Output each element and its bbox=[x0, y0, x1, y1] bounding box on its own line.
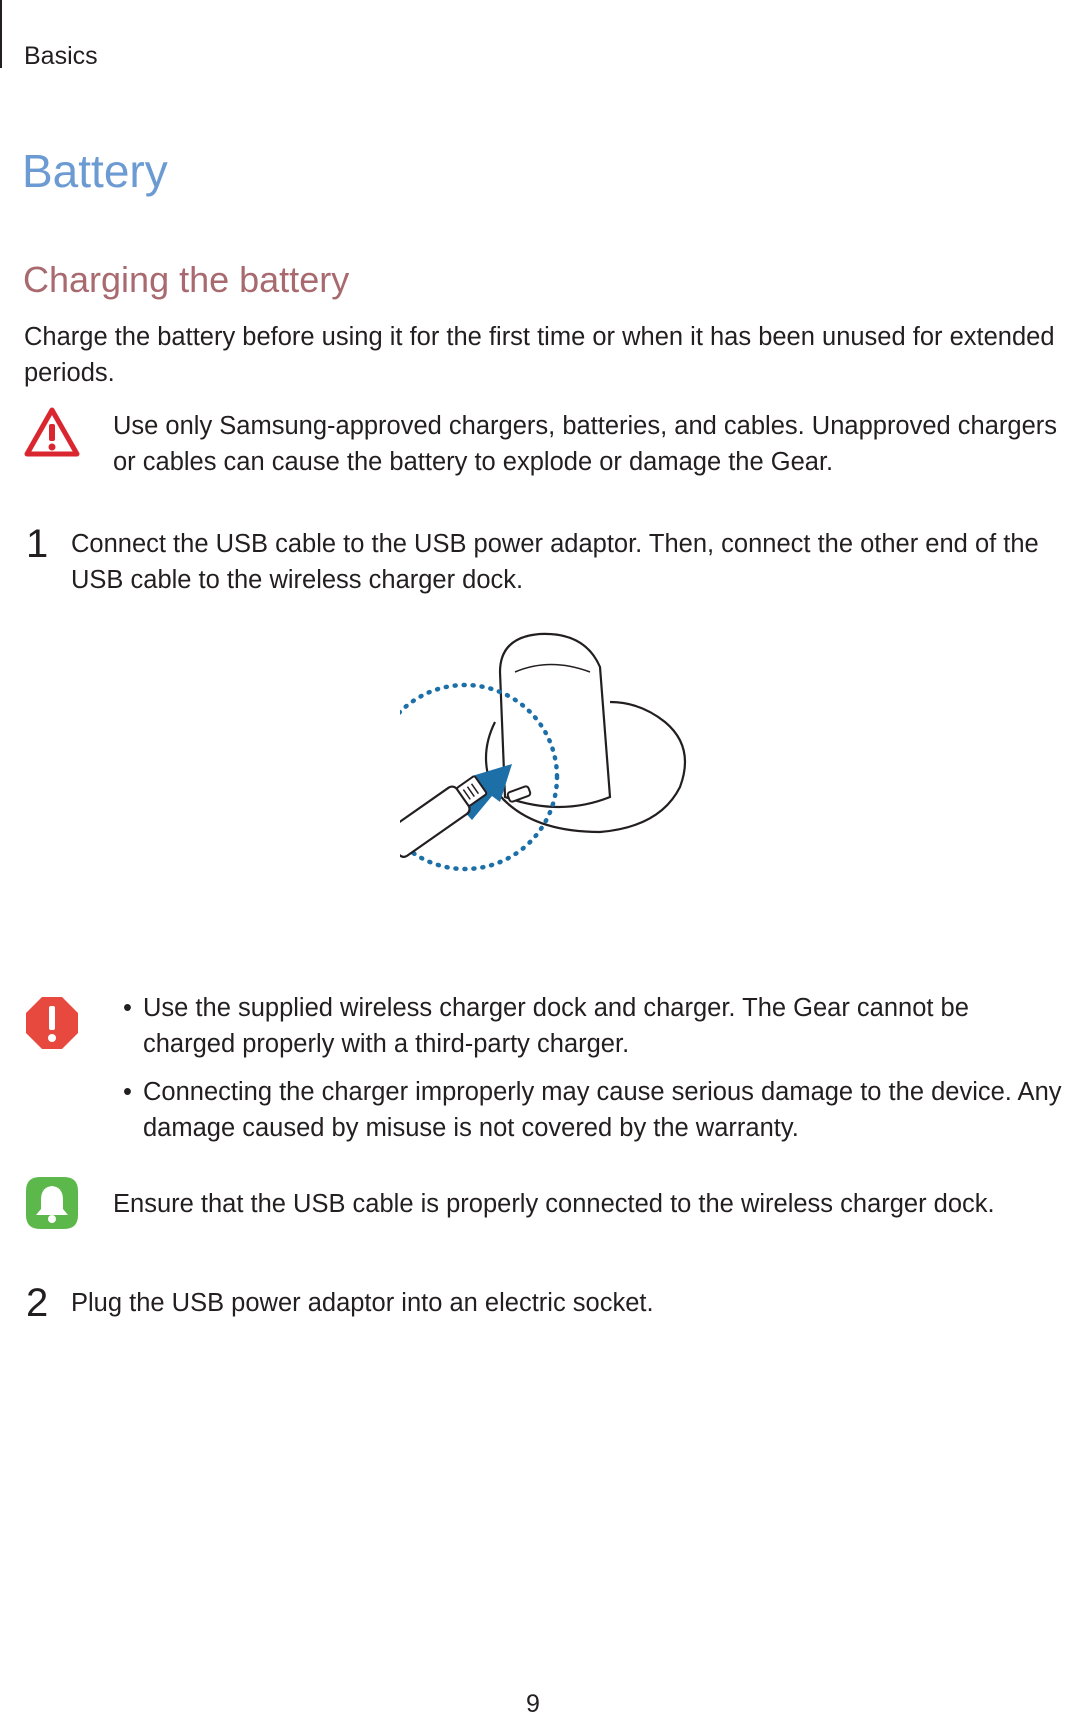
section-subtitle: Charging the battery bbox=[23, 259, 350, 300]
step-number: 1 bbox=[26, 522, 49, 566]
section-label: Basics bbox=[24, 42, 98, 70]
step-text: Connect the USB cable to the USB power adaptor. Then, connect the other end of the USB cable to the wireless charger dock. bbox=[71, 530, 1039, 594]
list-item: • Use the supplied wireless charger dock and charger. The Gear cannot be charged properly with a third-party charger. bbox=[113, 990, 1063, 1062]
bell-icon bbox=[24, 1175, 80, 1231]
warning-text: Use only Samsung-approved chargers, batteries, and cables. Unapproved chargers or cables can cause the battery to explode or damage the Gear. bbox=[113, 412, 1058, 476]
list-item: • Connecting the charger improperly may cause serious damage to the device. Any damage caused by misuse is not covered by the warranty. bbox=[113, 1074, 1063, 1146]
note-text: Ensure that the USB cable is properly connected to the wireless charger dock. bbox=[113, 1190, 995, 1218]
step-text: Plug the USB power adaptor into an electric socket. bbox=[71, 1289, 654, 1317]
warning-triangle-icon bbox=[24, 406, 80, 458]
page-number: 9 bbox=[526, 1690, 540, 1718]
charger-dock-illustration bbox=[400, 632, 700, 952]
page-title: Battery bbox=[22, 145, 168, 197]
bullet: • bbox=[123, 994, 132, 1022]
page-corner-line bbox=[0, 0, 2, 68]
bullet: • bbox=[123, 1078, 132, 1106]
caution-exclamation-icon bbox=[24, 995, 80, 1051]
intro-paragraph: Charge the battery before using it for the first time or when it has been unused for extended periods. bbox=[24, 323, 1055, 387]
step-number: 2 bbox=[26, 1281, 49, 1325]
caution-list bbox=[113, 990, 1063, 1158]
